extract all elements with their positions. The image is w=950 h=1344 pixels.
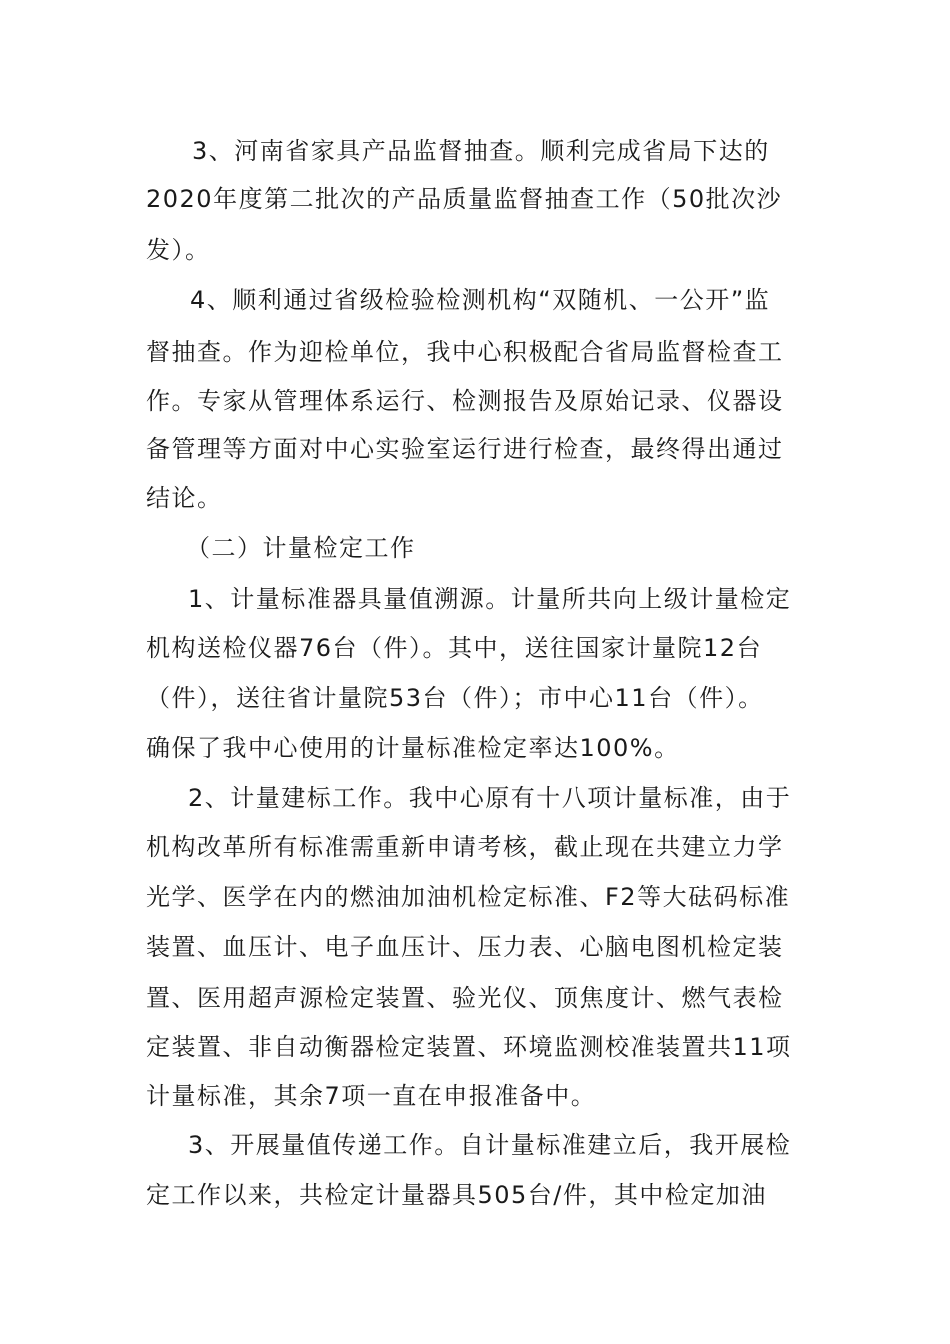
para-2-line-1: 4、顺利通过省级检验检测机构“双随机、一公开”监 bbox=[190, 286, 771, 314]
para-5-line-1: 3、开展量值传递工作。自计量标准建立后，我开展检 bbox=[188, 1131, 792, 1159]
para-3-line-4: 确保了我中心使用的计量标准检定率达100%。 bbox=[146, 734, 680, 762]
para-2-line-2: 督抽查。作为迎检单位，我中心积极配合省局监督检查工 bbox=[146, 338, 784, 366]
para-3-line-1: 1、计量标准器具量值溯源。计量所共向上级计量检定 bbox=[188, 585, 792, 613]
para-1-line-2: 2020年度第二批次的产品质量监督抽查工作（50批次沙 bbox=[146, 185, 783, 213]
para-4-line-5: 置、医用超声源检定装置、验光仪、顶焦度计、燃气表检 bbox=[146, 984, 784, 1012]
para-4-line-6: 定装置、非自动衡器检定装置、环境监测校准装置共11项 bbox=[146, 1033, 792, 1061]
para-2-line-4: 备管理等方面对中心实验室运行进行检查，最终得出通过 bbox=[146, 435, 784, 463]
para-4-line-4: 装置、血压计、电子血压计、压力表、心脑电图机检定装 bbox=[146, 933, 784, 961]
para-1-line-1: 3、河南省家具产品监督抽查。顺利完成省局下达的 bbox=[192, 137, 770, 165]
para-3-line-3: （件），送往省计量院53台（件）；市中心11台（件）。 bbox=[146, 684, 764, 712]
para-4-line-3: 光学、医学在内的燃油加油机检定标准、F2等大砝码标准 bbox=[146, 883, 791, 911]
para-2-line-3: 作。专家从管理体系运行、检测报告及原始记录、仪器设 bbox=[146, 387, 784, 415]
para-4-line-7: 计量标准，其余7项一直在申报准备中。 bbox=[146, 1082, 597, 1110]
para-3-line-2: 机构送检仪器76台（件）。其中，送往国家计量院12台 bbox=[146, 634, 763, 662]
para-5-line-2: 定工作以来，共检定计量器具505台/件，其中检定加油 bbox=[146, 1181, 767, 1209]
para-1-line-3: 发）。 bbox=[146, 236, 211, 264]
para-4-line-2: 机构改革所有标准需重新申请考核，截止现在共建立力学 bbox=[146, 833, 784, 861]
para-4-line-1: 2、计量建标工作。我中心原有十八项计量标准，由于 bbox=[188, 784, 792, 812]
para-2-line-5: 结论。 bbox=[146, 484, 223, 512]
section-heading: （二）计量检定工作 bbox=[186, 534, 416, 562]
